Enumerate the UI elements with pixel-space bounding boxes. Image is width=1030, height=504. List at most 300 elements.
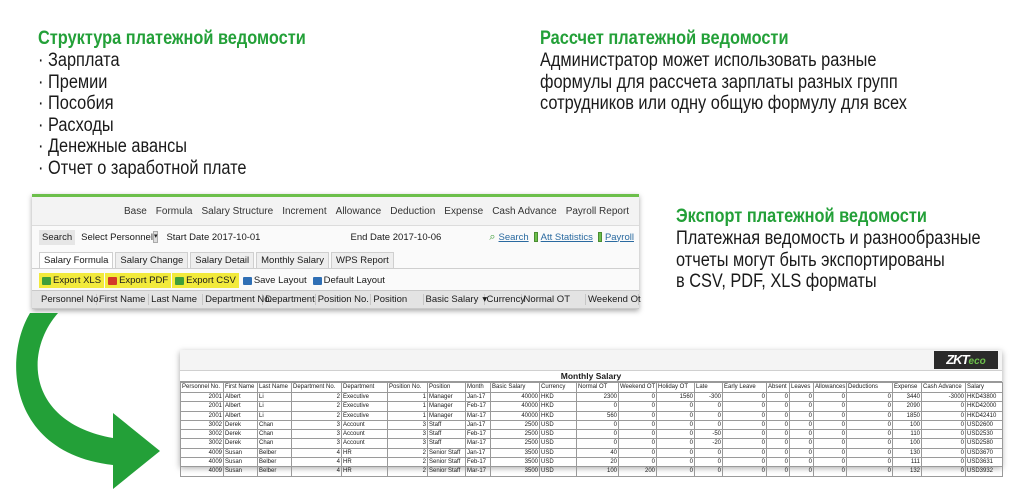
- table-cell: 0: [847, 402, 893, 411]
- table-cell: 2: [292, 393, 342, 402]
- column-header[interactable]: Weekend Ot: [588, 294, 641, 305]
- table-cell: 3: [292, 430, 342, 439]
- table-cell: 4009: [181, 467, 224, 476]
- tab-salary-change[interactable]: Salary Change: [115, 252, 188, 268]
- table-cell: Jan-17: [466, 448, 491, 457]
- column-header[interactable]: Personnel No.: [41, 294, 102, 305]
- table-cell: 0: [657, 411, 695, 420]
- payroll-window: [32, 194, 639, 309]
- table-cell: 0: [790, 411, 814, 420]
- table-row: [181, 402, 1003, 411]
- table-cell: 1: [388, 393, 428, 402]
- table-cell: USD: [540, 467, 577, 476]
- table-cell: -20: [695, 439, 723, 448]
- sort-arrow-icon[interactable]: ▾: [482, 294, 488, 305]
- table-cell: 0: [814, 439, 847, 448]
- table-cell: 0: [619, 402, 657, 411]
- table-cell: 0: [767, 393, 790, 402]
- att-statistics-link[interactable]: Att Statistics: [540, 231, 593, 243]
- table-cell: 3002: [181, 430, 224, 439]
- table-header-cell: Position No.: [388, 383, 428, 393]
- table-cell: Executive: [342, 411, 388, 420]
- table-cell: 20: [577, 458, 619, 467]
- table-cell: 0: [657, 402, 695, 411]
- table-cell: 4009: [181, 458, 224, 467]
- table-cell: Belber: [258, 467, 292, 476]
- table-cell: 0: [619, 430, 657, 439]
- payroll-link[interactable]: Payroll: [604, 231, 634, 243]
- table-header-cell: Late: [695, 383, 723, 393]
- column-header[interactable]: Department No.: [205, 294, 273, 305]
- table-header-cell: Allowances: [814, 383, 847, 393]
- column-header[interactable]: Currency: [486, 294, 526, 305]
- table-cell: 0: [619, 448, 657, 457]
- table-cell: 0: [767, 411, 790, 420]
- table-cell: 40000: [491, 393, 540, 402]
- search-label: Search: [39, 230, 75, 245]
- table-cell: 3500: [491, 458, 540, 467]
- table-row: [181, 420, 1003, 429]
- table-cell: Derek: [224, 430, 258, 439]
- csv-icon: [175, 277, 184, 285]
- save-layout-label: Save Layout: [253, 275, 307, 286]
- table-cell: USD: [540, 448, 577, 457]
- export-line: в CSV, PDF, XLS форматы: [676, 271, 877, 292]
- table-cell: Albert: [224, 411, 258, 420]
- structure-section: [38, 28, 349, 179]
- curved-arrow-icon: [18, 313, 168, 493]
- table-cell: Chan: [258, 439, 292, 448]
- table-header-cell: Basic Salary: [491, 383, 540, 393]
- calculation-line: сотрудников или одну общую формулу для всех: [540, 93, 907, 114]
- export-pdf-button[interactable]: [105, 273, 171, 288]
- table-cell: Manager: [428, 411, 466, 420]
- table-cell: 3: [388, 430, 428, 439]
- table-header-cell: Deductions: [847, 383, 893, 393]
- search-icon[interactable]: ⌕: [489, 230, 496, 243]
- table-cell: Staff: [428, 430, 466, 439]
- table-cell: 132: [893, 467, 922, 476]
- table-cell: 0: [695, 420, 723, 429]
- table-cell: USD3932: [966, 467, 1003, 476]
- table-cell: Feb-17: [466, 430, 491, 439]
- tab-monthly-salary[interactable]: Monthly Salary: [256, 252, 329, 268]
- table-cell: 0: [847, 467, 893, 476]
- table-cell: Li: [258, 393, 292, 402]
- table-cell: Albert: [224, 402, 258, 411]
- export-xls-button[interactable]: [39, 273, 104, 288]
- structure-item: · Пособия: [38, 93, 306, 115]
- table-cell: 4: [292, 448, 342, 457]
- start-date-field[interactable]: 2017-10-01: [211, 231, 261, 243]
- table-cell: 0: [619, 393, 657, 402]
- table-row: [181, 430, 1003, 439]
- table-cell: 4009: [181, 448, 224, 457]
- table-cell: 0: [790, 420, 814, 429]
- nav-item-deduction[interactable]: Deduction: [390, 205, 436, 217]
- logo-main: ZKT: [946, 352, 969, 367]
- table-cell: HKD42000: [966, 402, 1003, 411]
- column-header-row: [32, 290, 639, 309]
- table-cell: Belber: [258, 448, 292, 457]
- table-cell: 0: [723, 458, 767, 467]
- table-cell: Mar-17: [466, 411, 491, 420]
- export-csv-button[interactable]: [172, 273, 239, 288]
- chevron-down-icon[interactable]: ▾: [153, 231, 159, 243]
- salary-table: [180, 382, 1003, 477]
- table-cell: 4: [292, 458, 342, 467]
- table-cell: 0: [814, 448, 847, 457]
- table-cell: USD: [540, 458, 577, 467]
- table-header-cell: Personnel No.: [181, 383, 224, 393]
- table-cell: 0: [619, 458, 657, 467]
- table-cell: Derek: [224, 420, 258, 429]
- table-row: [181, 439, 1003, 448]
- column-header[interactable]: First Name: [97, 294, 149, 305]
- table-cell: USD2530: [966, 430, 1003, 439]
- table-cell: HKD: [540, 411, 577, 420]
- table-cell: 4: [292, 467, 342, 476]
- column-header[interactable]: Department: [265, 294, 315, 305]
- table-cell: 0: [814, 467, 847, 476]
- table-cell: 0: [790, 402, 814, 411]
- export-pdf-label: Export PDF: [119, 275, 169, 286]
- default-layout-button[interactable]: [310, 273, 388, 288]
- table-cell: Senior Staff: [428, 458, 466, 467]
- table-cell: 2500: [491, 420, 540, 429]
- table-row: [181, 467, 1003, 476]
- nav-item-increment[interactable]: Increment: [282, 205, 327, 217]
- table-header-cell: Cash Advance: [922, 383, 966, 393]
- table-cell: Account: [342, 420, 388, 429]
- save-layout-button[interactable]: [240, 273, 310, 288]
- table-cell: USD3631: [966, 458, 1003, 467]
- table-cell: 0: [695, 402, 723, 411]
- table-cell: Jan-17: [466, 420, 491, 429]
- table-cell: 0: [847, 393, 893, 402]
- calculation-line: Администратор может использовать разные: [540, 50, 877, 71]
- table-header-cell: Last Name: [258, 383, 292, 393]
- table-cell: Feb-17: [466, 458, 491, 467]
- layout-icon: [313, 277, 322, 285]
- export-line: отчеты могут быть экспортированы: [676, 249, 945, 271]
- table-cell: 0: [577, 420, 619, 429]
- table-cell: Manager: [428, 393, 466, 402]
- sheet-title: Monthly Salary: [180, 371, 1002, 382]
- statistics-icon: [534, 232, 538, 242]
- nav-item-allowance[interactable]: Allowance: [335, 205, 382, 217]
- table-header-cell: Salary: [966, 383, 1003, 393]
- table-cell: 40: [577, 448, 619, 457]
- table-cell: 0: [695, 448, 723, 457]
- table-cell: Chan: [258, 420, 292, 429]
- table-cell: Account: [342, 439, 388, 448]
- table-cell: 0: [922, 439, 966, 448]
- table-cell: 0: [767, 402, 790, 411]
- table-header-cell: First Name: [224, 383, 258, 393]
- table-header-cell: Month: [466, 383, 491, 393]
- table-cell: 0: [847, 420, 893, 429]
- nav-item-payroll-report[interactable]: Payroll Report: [565, 205, 630, 217]
- table-cell: 0: [790, 393, 814, 402]
- table-row: [181, 393, 1003, 402]
- export-section: [676, 206, 1030, 293]
- table-cell: 100: [893, 439, 922, 448]
- structure-title: Структура платежной ведомости: [38, 28, 306, 49]
- logo-accent: eco: [968, 356, 986, 367]
- zkteco-logo: [934, 351, 998, 369]
- table-cell: 3: [292, 420, 342, 429]
- calculation-line: формулы для рассчета зарплаты разных групп: [540, 71, 898, 93]
- table-cell: 0: [814, 458, 847, 467]
- table-cell: 0: [577, 430, 619, 439]
- table-cell: 560: [577, 411, 619, 420]
- search-link[interactable]: Search: [498, 231, 529, 243]
- table-cell: 0: [619, 420, 657, 429]
- table-cell: Feb-17: [466, 402, 491, 411]
- table-cell: 2: [388, 458, 428, 467]
- table-cell: 0: [723, 411, 767, 420]
- tab-salary-formula[interactable]: Salary Formula: [39, 252, 113, 268]
- table-cell: -3000: [922, 393, 966, 402]
- table-cell: 111: [893, 458, 922, 467]
- table-cell: Executive: [342, 402, 388, 411]
- table-cell: 2001: [181, 393, 224, 402]
- sheet-header-bar: [180, 350, 1002, 371]
- table-cell: 0: [657, 448, 695, 457]
- table-cell: 2: [388, 467, 428, 476]
- table-cell: 0: [814, 393, 847, 402]
- table-cell: USD: [540, 420, 577, 429]
- table-cell: Susan: [224, 448, 258, 457]
- table-cell: 3002: [181, 420, 224, 429]
- table-header-cell: Weekend OT: [619, 383, 657, 393]
- table-cell: 130: [893, 448, 922, 457]
- table-cell: 1850: [893, 411, 922, 420]
- table-cell: 0: [657, 420, 695, 429]
- table-cell: 0: [723, 393, 767, 402]
- table-header-row: [181, 383, 1003, 393]
- structure-item: · Денежные авансы: [38, 136, 306, 158]
- column-header[interactable]: Normal OT: [522, 294, 586, 305]
- start-date-label: Start Date: [166, 231, 210, 243]
- nav-item-base[interactable]: Base: [124, 205, 147, 217]
- table-header-cell: Department: [342, 383, 388, 393]
- column-header[interactable]: Basic Salary ▾: [425, 294, 488, 305]
- table-cell: 0: [767, 439, 790, 448]
- table-cell: 2: [292, 402, 342, 411]
- table-header-cell: Position: [428, 383, 466, 393]
- table-cell: 0: [814, 430, 847, 439]
- table-cell: 3440: [893, 393, 922, 402]
- tab-salary-detail[interactable]: Salary Detail: [190, 252, 254, 268]
- table-cell: 100: [893, 420, 922, 429]
- table-cell: Chan: [258, 430, 292, 439]
- default-layout-label: Default Layout: [323, 275, 385, 286]
- table-cell: 0: [922, 430, 966, 439]
- structure-list: [38, 50, 306, 179]
- table-cell: 0: [847, 458, 893, 467]
- table-cell: 0: [814, 420, 847, 429]
- payroll-icon: [598, 232, 602, 242]
- table-header-cell: Currency: [540, 383, 577, 393]
- nav-item-expense[interactable]: Expense: [444, 205, 484, 217]
- table-cell: -50: [695, 430, 723, 439]
- table-cell: HR: [342, 467, 388, 476]
- calculation-section: [540, 28, 967, 115]
- tab-wps-report[interactable]: WPS Report: [331, 252, 394, 268]
- table-cell: HR: [342, 458, 388, 467]
- table-row: [181, 448, 1003, 457]
- table-cell: Susan: [224, 458, 258, 467]
- export-csv-label: Export CSV: [186, 275, 236, 286]
- table-cell: 2: [388, 448, 428, 457]
- report-tabs: [32, 248, 639, 269]
- table-cell: 3500: [491, 467, 540, 476]
- table-cell: 0: [847, 448, 893, 457]
- table-cell: 0: [657, 467, 695, 476]
- calculation-title: Рассчет платежной ведомости: [540, 28, 789, 49]
- table-cell: Mar-17: [466, 439, 491, 448]
- table-cell: Albert: [224, 393, 258, 402]
- table-cell: 1560: [657, 393, 695, 402]
- table-cell: Staff: [428, 439, 466, 448]
- table-cell: 0: [790, 467, 814, 476]
- export-title: Экспорт платежной ведомости: [676, 206, 927, 227]
- end-date-field[interactable]: 2017-10-06: [392, 231, 442, 243]
- table-cell: 0: [619, 439, 657, 448]
- table-cell: 0: [723, 402, 767, 411]
- table-cell: 1: [388, 402, 428, 411]
- end-date-label: End Date: [350, 231, 391, 243]
- table-cell: 0: [790, 448, 814, 457]
- structure-item: · Расходы: [38, 115, 306, 137]
- table-cell: USD3670: [966, 448, 1003, 457]
- table-cell: 2001: [181, 402, 224, 411]
- table-cell: Manager: [428, 402, 466, 411]
- export-xls-label: Export XLS: [53, 275, 102, 286]
- table-cell: 0: [790, 439, 814, 448]
- table-cell: 0: [922, 420, 966, 429]
- table-cell: HKD: [540, 393, 577, 402]
- table-header-cell: Early Leave: [723, 383, 767, 393]
- table-cell: 0: [922, 411, 966, 420]
- table-header-cell: Absent: [767, 383, 790, 393]
- table-header-cell: Department No.: [292, 383, 342, 393]
- table-cell: 0: [695, 467, 723, 476]
- table-cell: 2500: [491, 439, 540, 448]
- nav-item-formula[interactable]: Formula: [155, 205, 193, 217]
- nav-item-cash-advance[interactable]: Cash Advance: [492, 205, 557, 217]
- table-cell: 0: [619, 411, 657, 420]
- table-cell: 2500: [491, 430, 540, 439]
- table-header-cell: Holiday OT: [657, 383, 695, 393]
- table-cell: HKD: [540, 402, 577, 411]
- column-header[interactable]: Last Name: [149, 294, 203, 305]
- table-header-cell: Leaves: [790, 383, 814, 393]
- structure-item: · Премии: [38, 72, 306, 94]
- table-cell: HKD42410: [966, 411, 1003, 420]
- table-cell: 0: [723, 439, 767, 448]
- nav-item-salary-structure[interactable]: Salary Structure: [201, 205, 274, 217]
- table-cell: 0: [790, 430, 814, 439]
- table-cell: 2001: [181, 411, 224, 420]
- table-cell: USD: [540, 439, 577, 448]
- table-cell: 2300: [577, 393, 619, 402]
- table-cell: 0: [767, 458, 790, 467]
- table-cell: 0: [657, 430, 695, 439]
- table-cell: Account: [342, 430, 388, 439]
- toolbar: [32, 271, 639, 290]
- table-cell: Mar-17: [466, 467, 491, 476]
- table-cell: 200: [619, 467, 657, 476]
- table-cell: 0: [790, 458, 814, 467]
- table-cell: 110: [893, 430, 922, 439]
- table-row: [181, 411, 1003, 420]
- table-cell: Li: [258, 411, 292, 420]
- monthly-salary-sheet: [180, 350, 1002, 475]
- structure-item: · Зарплата: [38, 50, 306, 72]
- table-cell: 0: [922, 402, 966, 411]
- table-cell: Li: [258, 402, 292, 411]
- column-header[interactable]: Position No.: [316, 294, 372, 305]
- table-cell: 0: [922, 467, 966, 476]
- table-cell: 0: [657, 458, 695, 467]
- main-nav: [32, 197, 639, 226]
- table-cell: 0: [723, 467, 767, 476]
- table-cell: Staff: [428, 420, 466, 429]
- table-cell: Senior Staff: [428, 467, 466, 476]
- table-cell: USD: [540, 430, 577, 439]
- xls-icon: [42, 277, 51, 285]
- column-header[interactable]: Position: [371, 294, 423, 305]
- table-cell: 0: [767, 430, 790, 439]
- table-cell: Derek: [224, 439, 258, 448]
- table-cell: 0: [814, 411, 847, 420]
- table-cell: 2: [292, 411, 342, 420]
- table-cell: 0: [695, 411, 723, 420]
- table-cell: 3: [388, 439, 428, 448]
- table-cell: HR: [342, 448, 388, 457]
- table-cell: Senior Staff: [428, 448, 466, 457]
- table-cell: 0: [723, 430, 767, 439]
- filter-bar: [32, 226, 639, 248]
- table-cell: 0: [922, 448, 966, 457]
- table-cell: 1: [388, 411, 428, 420]
- table-row: [181, 458, 1003, 467]
- table-cell: 0: [723, 420, 767, 429]
- table-cell: Executive: [342, 393, 388, 402]
- personnel-select[interactable]: Select Personnel: [81, 231, 153, 243]
- table-cell: 0: [723, 448, 767, 457]
- table-cell: 0: [847, 439, 893, 448]
- table-cell: 100: [577, 467, 619, 476]
- table-cell: 3002: [181, 439, 224, 448]
- table-cell: 0: [695, 458, 723, 467]
- table-cell: 0: [847, 411, 893, 420]
- table-cell: 3: [388, 420, 428, 429]
- table-cell: 3500: [491, 448, 540, 457]
- table-cell: 0: [847, 430, 893, 439]
- table-header-cell: Expense: [893, 383, 922, 393]
- table-cell: 0: [767, 467, 790, 476]
- save-icon: [243, 277, 252, 285]
- export-line: Платежная ведомость и разнообразные: [676, 228, 981, 249]
- table-header-cell: Normal OT: [577, 383, 619, 393]
- table-cell: 0: [814, 402, 847, 411]
- table-cell: 0: [577, 439, 619, 448]
- table-cell: HKD43800: [966, 393, 1003, 402]
